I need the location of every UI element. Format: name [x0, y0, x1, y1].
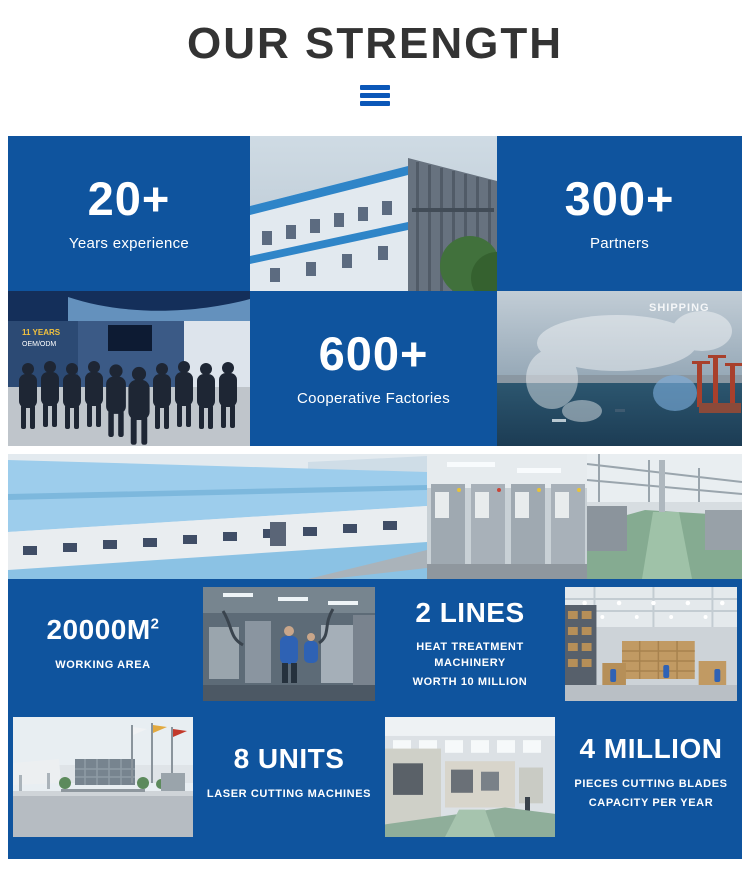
facility-row-middle [8, 579, 742, 709]
factory-entrance-cell [8, 709, 198, 837]
warehouse-photo [565, 587, 737, 701]
stat-label: PIECES CUTTING BLADES [574, 778, 728, 790]
factory-building-photo [250, 136, 497, 291]
factory-entrance-illustration [13, 717, 193, 837]
stat-label: CAPACITY PER YEAR [588, 797, 714, 810]
facility-photo-strip [8, 454, 742, 579]
assembly-line-photo [203, 587, 375, 701]
stat-labels [55, 654, 150, 673]
facility-section [8, 454, 742, 859]
stat-panel-factories [250, 291, 497, 446]
facility-row-bottom [8, 709, 742, 837]
stat-value: 20+ [87, 172, 171, 225]
stat-label: WORTH 10 MILLION [412, 676, 528, 689]
port-overlay-text: SHIPPING [649, 302, 710, 314]
aerial-factory-illustration [8, 454, 427, 579]
port-illustration [497, 291, 742, 446]
menu-bar [360, 85, 390, 90]
stat-panel-years [8, 136, 250, 291]
warehouse-illustration [565, 587, 737, 701]
stat-value: 300+ [564, 172, 675, 225]
stat-label: HEAT TREATMENT MACHINERY [416, 641, 524, 669]
page-title: OUR STRENGTH [187, 19, 563, 68]
menu-bar [360, 101, 390, 106]
stat-label: Years experience [68, 235, 190, 252]
factory-building-illustration [250, 136, 497, 291]
machinery-row-illustration [427, 454, 587, 579]
assembly-line-cell [198, 579, 380, 709]
laser-cutting-machines-photo [385, 717, 555, 837]
stat-panel-partners [497, 136, 742, 291]
stat-panel-capacity [560, 709, 742, 837]
warehouse-cell [560, 579, 742, 709]
machinery-row-photo [427, 454, 587, 579]
stat-label: LASER CUTTING MACHINES [206, 787, 372, 800]
stat-panel-working-area [8, 579, 198, 709]
team-illustration [8, 291, 250, 446]
stat-value [46, 615, 159, 646]
cutting-machines-illustration [385, 717, 555, 837]
aerial-factory-photo [8, 454, 427, 579]
team-badge-oem: OEM/ODM [22, 341, 57, 348]
strength-stats-grid [8, 136, 742, 446]
stat-value: 600+ [318, 327, 429, 380]
stat-labels [207, 783, 371, 802]
stat-label: WORKING AREA [55, 658, 151, 671]
stat-value: 4 MILLION [579, 733, 723, 765]
assembly-line-illustration [203, 587, 375, 701]
menu-bar [360, 93, 390, 98]
port-logistics-photo [497, 291, 742, 446]
stat-labels [384, 636, 556, 690]
stat-label: Partners [589, 235, 650, 252]
stat-value-sup: 2 [150, 615, 160, 633]
team-photo [8, 291, 250, 446]
workshop-interior-photo [587, 454, 742, 579]
stat-value: 8 UNITS [233, 742, 345, 774]
stat-value: 2 LINES [415, 596, 525, 628]
stat-panel-laser-cutting [198, 709, 380, 837]
team-badge-years: 11 YEARS [22, 328, 61, 337]
stat-labels [574, 773, 727, 812]
stat-value-text: 20000M [46, 613, 151, 645]
header [0, 0, 750, 106]
menu-bars-icon [360, 85, 390, 106]
workshop-illustration [587, 454, 742, 579]
cutting-machines-cell [380, 709, 560, 837]
stat-label: Cooperative Factories [296, 390, 451, 407]
factory-entrance-photo [13, 717, 193, 837]
stat-panel-heat-treatment [380, 579, 560, 709]
